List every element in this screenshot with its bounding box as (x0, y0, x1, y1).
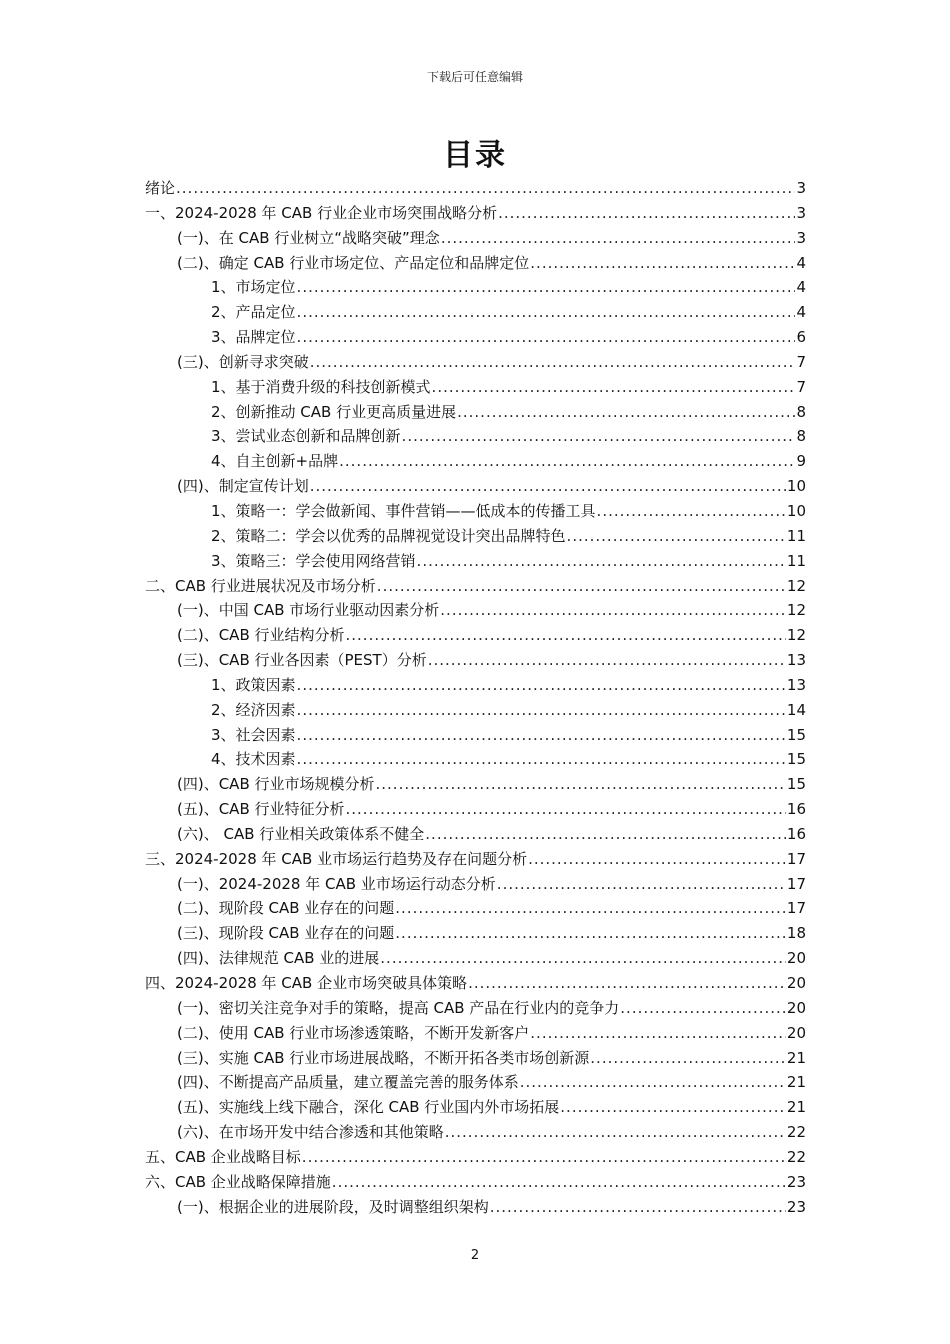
toc-leader-dots (346, 797, 786, 822)
toc-entry-page: 20 (786, 1023, 806, 1042)
toc-entry-title: (三)、创新寻求突破 (177, 352, 309, 371)
toc-entry[interactable] (145, 1095, 806, 1120)
toc-leader-dots (346, 623, 786, 648)
toc-entry[interactable] (145, 1070, 806, 1095)
toc-leader-dots (310, 474, 786, 499)
toc-entry[interactable] (145, 971, 806, 996)
toc-leader-dots (297, 747, 786, 772)
toc-entry[interactable] (145, 797, 806, 822)
toc-entry-page: 12 (786, 576, 806, 595)
toc-leader-dots (620, 996, 786, 1021)
toc-entry[interactable] (145, 598, 806, 623)
toc-entry-title: 4、自主创新+品牌 (211, 452, 339, 471)
toc-entry-page: 11 (786, 551, 806, 570)
toc-entry[interactable] (145, 201, 806, 226)
toc-leader-dots (332, 1170, 786, 1195)
toc-entry-title: (一)、在 CAB 行业树立“战略突破”理念 (177, 228, 440, 247)
toc-entry-page: 15 (786, 750, 806, 769)
toc-leader-dots (376, 772, 786, 797)
toc-entry-title: 4、技术因素 (211, 750, 296, 769)
toc-entry[interactable] (145, 872, 806, 897)
toc-entry[interactable] (145, 946, 806, 971)
toc-entry-title: (二)、CAB 行业结构分析 (177, 626, 345, 645)
toc-entry-title: (四)、法律规范 CAB 业的进展 (177, 949, 380, 968)
toc-entry-page: 6 (796, 328, 806, 347)
toc-entry[interactable] (145, 1120, 806, 1145)
toc-entry-title: (五)、实施线上线下融合，深化 CAB 行业国内外市场拓展 (177, 1098, 560, 1117)
toc-entry-page: 16 (786, 824, 806, 843)
toc-entry-page: 21 (786, 1048, 806, 1067)
toc-leader-dots (457, 400, 795, 425)
toc-leader-dots (530, 1021, 786, 1046)
toc-entry-title: (六)、 CAB 行业相关政策体系不健全 (177, 824, 425, 843)
toc-entry[interactable] (145, 723, 806, 748)
toc-leader-dots (377, 574, 786, 599)
toc-leader-dots (395, 896, 786, 921)
toc-leader-dots (380, 946, 786, 971)
toc-leader-dots (302, 1145, 786, 1170)
toc-entry[interactable] (145, 176, 806, 201)
toc-entry-page: 11 (786, 526, 806, 545)
toc-entry-title: (一)、根据企业的进展阶段，及时调整组织架构 (177, 1197, 489, 1216)
toc-entry-title: (三)、实施 CAB 行业市场进展战略，不断开拓各类市场创新源 (177, 1048, 590, 1067)
toc-entry[interactable] (145, 300, 806, 325)
toc-entry-page: 13 (786, 651, 806, 670)
toc-entry[interactable] (145, 449, 806, 474)
toc-entry[interactable] (145, 499, 806, 524)
toc-leader-dots (428, 648, 786, 673)
toc-entry[interactable] (145, 822, 806, 847)
toc-entry[interactable] (145, 698, 806, 723)
toc-entry[interactable] (145, 251, 806, 276)
toc-entry-title: (一)、密切关注竞争对手的策略，提高 CAB 产品在行业内的竞争力 (177, 998, 620, 1017)
toc-leader-dots (310, 350, 796, 375)
toc-leader-dots (176, 176, 795, 201)
toc-entry-page: 9 (796, 452, 806, 471)
toc-entry-page: 4 (796, 253, 806, 272)
toc-entry[interactable] (145, 549, 806, 574)
toc-entry-page: 20 (786, 974, 806, 992)
toc-entry-page: 21 (786, 1098, 806, 1117)
toc-entry-title: (一)、中国 CAB 市场行业驱动因素分析 (177, 601, 440, 620)
toc-leader-dots (468, 971, 786, 996)
toc-leader-dots (441, 226, 796, 251)
toc-entry-title: (五)、CAB 行业特征分析 (177, 800, 345, 819)
toc-entry-page: 23 (786, 1172, 806, 1191)
toc-entry-title: (一)、2024-2028 年 CAB 业市场运行动态分析 (177, 874, 496, 893)
toc-entry-title: 绪论 (145, 179, 176, 197)
toc-entry[interactable] (145, 772, 806, 797)
table-of-contents (145, 176, 806, 1219)
page-title: 目录 (443, 138, 507, 173)
toc-entry-title: 3、社会因素 (211, 725, 296, 744)
toc-entry[interactable] (145, 1195, 806, 1220)
toc-entry-page: 21 (786, 1073, 806, 1092)
toc-entry-page: 7 (796, 377, 806, 396)
toc-entry-title: (六)、在市场开发中结合渗透和其他策略 (177, 1123, 444, 1142)
header-note: 下载后可任意编辑 (426, 70, 523, 84)
toc-entry-title: (二)、现阶段 CAB 业存在的问题 (177, 899, 395, 918)
toc-leader-dots (497, 872, 786, 897)
toc-entry-title: 五、CAB 企业战略目标 (145, 1147, 301, 1166)
toc-entry-page: 14 (786, 700, 806, 719)
toc-leader-dots (560, 1095, 786, 1120)
toc-entry[interactable] (145, 896, 806, 921)
toc-leader-dots (297, 673, 786, 698)
toc-entry-title: 三、2024-2028 年 CAB 业市场运行趋势及存在问题分析 (145, 849, 528, 868)
toc-entry-page: 4 (796, 303, 806, 322)
toc-entry-page: 22 (786, 1147, 806, 1166)
toc-entry-title: 一、2024-2028 年 CAB 行业企业市场突围战略分析 (145, 203, 498, 222)
toc-entry[interactable] (145, 1021, 806, 1046)
toc-entry[interactable] (145, 574, 806, 599)
toc-entry[interactable] (145, 648, 806, 673)
toc-entry-page: 12 (786, 626, 806, 645)
toc-leader-dots (339, 449, 795, 474)
toc-entry[interactable] (145, 474, 806, 499)
page-number: 2 (470, 1248, 480, 1263)
toc-entry-page: 17 (786, 849, 806, 868)
toc-entry-page: 7 (796, 352, 806, 371)
toc-entry-title: (三)、CAB 行业各因素（PEST）分析 (177, 651, 427, 670)
toc-entry-title: (四)、CAB 行业市场规模分析 (177, 775, 375, 794)
toc-leader-dots (597, 499, 786, 524)
toc-leader-dots (297, 325, 796, 350)
toc-entry-page: 15 (786, 725, 806, 744)
toc-entry-page: 20 (786, 949, 806, 968)
toc-entry-title: 3、策略三：学会使用网络营销 (211, 551, 416, 570)
toc-leader-dots (490, 1195, 786, 1220)
toc-entry-page: 20 (786, 998, 806, 1017)
toc-entry-page: 23 (786, 1197, 806, 1216)
toc-entry-page: 3 (796, 228, 806, 247)
toc-leader-dots (440, 598, 786, 623)
toc-leader-dots (432, 375, 796, 400)
toc-entry-title: (三)、现阶段 CAB 业存在的问题 (177, 924, 395, 943)
toc-entry-page: 17 (786, 899, 806, 918)
toc-leader-dots (297, 300, 796, 325)
toc-entry-title: 1、政策因素 (211, 675, 296, 694)
toc-entry[interactable] (145, 424, 806, 449)
toc-leader-dots (567, 524, 786, 549)
toc-entry[interactable] (145, 1170, 806, 1195)
toc-entry-title: (二)、确定 CAB 行业市场定位、产品定位和品牌定位 (177, 253, 530, 272)
toc-leader-dots (590, 1046, 786, 1071)
toc-entry[interactable] (145, 1046, 806, 1071)
toc-entry-title: (四)、制定宣传计划 (177, 477, 309, 496)
toc-entry-page: 22 (786, 1123, 806, 1142)
toc-leader-dots (297, 275, 796, 300)
toc-entry-page: 8 (796, 402, 806, 421)
toc-entry-title: 2、创新推动 CAB 行业更高质量进展 (211, 402, 457, 421)
toc-entry[interactable] (145, 921, 806, 946)
toc-entry-title: 2、策略二：学会以优秀的品牌视觉设计突出品牌特色 (211, 526, 566, 545)
toc-entry-title: 2、产品定位 (211, 303, 296, 322)
toc-leader-dots (445, 1120, 786, 1145)
toc-entry[interactable] (145, 325, 806, 350)
toc-entry-title: 六、CAB 企业战略保障措施 (145, 1172, 331, 1191)
toc-leader-dots (425, 822, 786, 847)
toc-entry-title: 1、市场定位 (211, 278, 296, 297)
toc-leader-dots (530, 251, 795, 276)
toc-leader-dots (395, 921, 786, 946)
toc-entry[interactable] (145, 1145, 806, 1170)
toc-entry-title: 3、品牌定位 (211, 328, 296, 347)
toc-entry-page: 15 (786, 775, 806, 794)
toc-leader-dots (402, 424, 796, 449)
toc-entry[interactable] (145, 275, 806, 300)
toc-leader-dots (297, 723, 786, 748)
toc-entry[interactable] (145, 375, 806, 400)
toc-entry-title: 四、2024-2028 年 CAB 企业市场突破具体策略 (145, 974, 468, 992)
toc-leader-dots (297, 698, 786, 723)
toc-entry-page: 3 (796, 179, 806, 197)
toc-entry[interactable] (145, 847, 806, 872)
toc-entry-title: (四)、不断提高产品质量，建立覆盖完善的服务体系 (177, 1073, 519, 1092)
toc-entry-page: 10 (786, 477, 806, 496)
toc-leader-dots (498, 201, 795, 226)
toc-leader-dots (520, 1070, 786, 1095)
toc-leader-dots (417, 549, 786, 574)
toc-entry-page: 3 (796, 203, 806, 222)
toc-entry-page: 17 (786, 874, 806, 893)
toc-leader-dots (528, 847, 786, 872)
toc-entry-page: 10 (786, 501, 806, 520)
toc-entry-page: 18 (786, 924, 806, 943)
toc-entry-title: (二)、使用 CAB 行业市场渗透策略，不断开发新客户 (177, 1023, 530, 1042)
toc-entry[interactable] (145, 673, 806, 698)
toc-entry-title: 1、策略一：学会做新闻、事件营销——低成本的传播工具 (211, 501, 596, 520)
toc-entry-page: 12 (786, 601, 806, 620)
toc-entry-page: 13 (786, 675, 806, 694)
toc-entry-title: 3、尝试业态创新和品牌创新 (211, 427, 401, 446)
toc-entry[interactable] (145, 400, 806, 425)
toc-entry[interactable] (145, 747, 806, 772)
toc-entry[interactable] (145, 226, 806, 251)
toc-entry[interactable] (145, 996, 806, 1021)
toc-entry-page: 16 (786, 800, 806, 819)
toc-entry[interactable] (145, 524, 806, 549)
toc-entry[interactable] (145, 350, 806, 375)
toc-entry-page: 4 (796, 278, 806, 297)
toc-entry-title: 二、CAB 行业进展状况及市场分析 (145, 576, 376, 595)
toc-entry-title: 2、经济因素 (211, 700, 296, 719)
toc-entry-page: 8 (796, 427, 806, 446)
toc-entry[interactable] (145, 623, 806, 648)
toc-entry-title: 1、基于消费升级的科技创新模式 (211, 377, 431, 396)
